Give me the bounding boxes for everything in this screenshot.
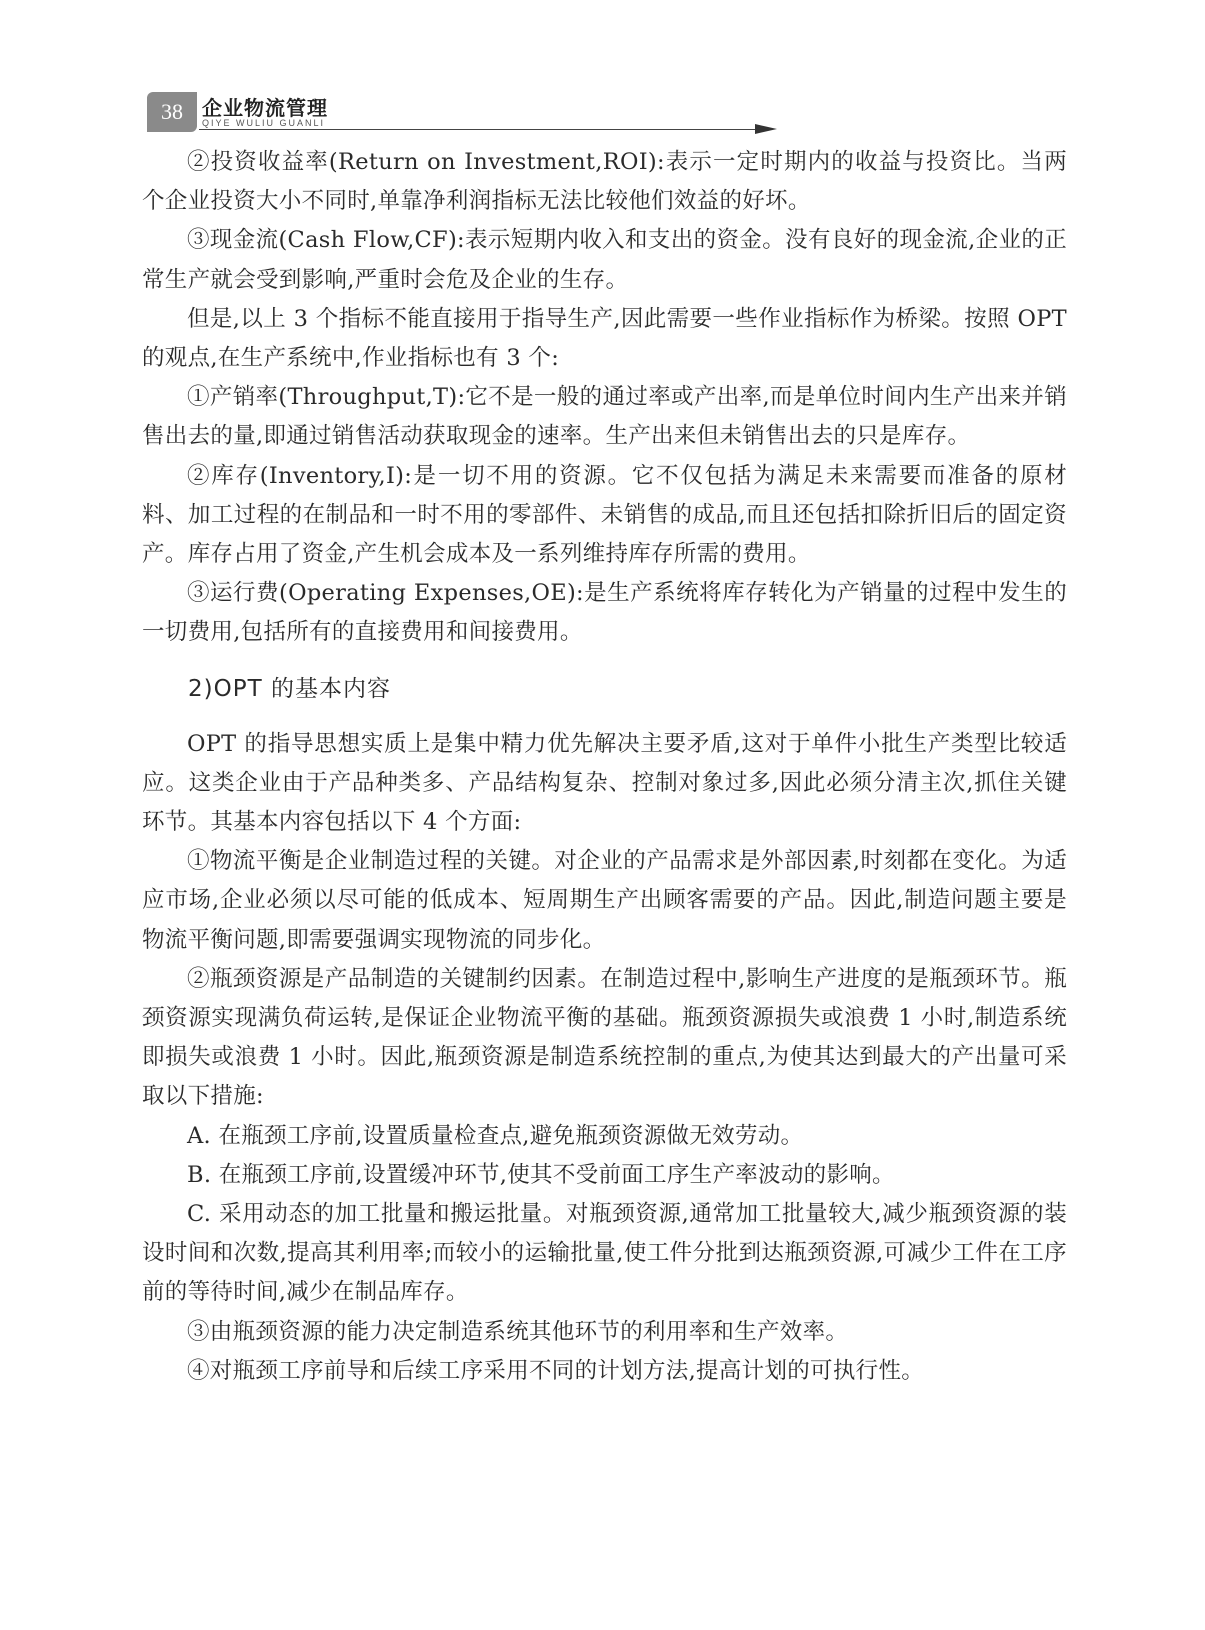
list-item: A. 在瓶颈工序前,设置质量检查点,避免瓶颈资源做无效劳动。 — [187, 1122, 804, 1149]
paragraph: ④对瓶颈工序前导和后续工序采用不同的计划方法,提高计划的可执行性。 — [187, 1357, 925, 1384]
page-header — [147, 88, 647, 136]
paragraph: ②瓶颈资源是产品制造的关键制约因素。在制造过程中,影响生产进度的是瓶颈环节。瓶颈资源实现满负荷运转,是保证企业物流平衡的基础。瓶颈资源损失或浪费 1 小时,制造系统即损失或浪费 1 小时。因此,瓶颈资源是制造系统控制的重点,为使其达到最大的产出量可采取以下措施: — [142, 965, 1067, 1110]
paragraph: ②投资收益率(Return on Investment,ROI):表示一定时期内的收益与投资比。当两个企业投资大小不同时,单靠净利润指标无法比较他们效益的好坏。 — [142, 149, 1067, 215]
paragraph: ②库存(Inventory,I):是一切不用的资源。它不仅包括为满足未来需要而准备的原材料、加工过程的在制品和一时不用的零部件、未销售的成品,而且还包括扣除折旧后的固定资产。库存占用了资金,产生机会成本及一系列维持库存所需的费用。 — [142, 462, 1067, 568]
header-arrow-icon — [755, 124, 777, 134]
paragraph: 但是,以上 3 个指标不能直接用于指导生产,因此需要一些作业指标作为桥梁。按照 OPT 的观点,在生产系统中,作业指标也有 3 个: — [142, 305, 1067, 372]
page-body — [142, 143, 1067, 1391]
paragraph: ③由瓶颈资源的能力决定制造系统其他环节的利用率和生产效率。 — [187, 1318, 849, 1345]
list-item: B. 在瓶颈工序前,设置缓冲环节,使其不受前面工序生产率波动的影响。 — [187, 1161, 895, 1188]
list-item: C. 采用动态的加工批量和搬运批量。对瓶颈资源,通常加工批量较大,减少瓶颈资源的装设时间和次数,提高其利用率;而较小的运输批量,使工件分批到达瓶颈资源,可减少工件在工序前的等待时间,减少在制品库存。 — [142, 1201, 1067, 1306]
header-rule — [199, 129, 759, 130]
book-title: 企业物流管理 — [202, 96, 328, 120]
paragraph: OPT 的指导思想实质上是集中精力优先解决主要矛盾,这对于单件小批生产类型比较适应。这类企业由于产品种类多、产品结构复杂、控制对象过多,因此必须分清主次,抓住关键环节。其基本内容包括以下 4 个方面: — [142, 730, 1067, 836]
page-number: 38 — [147, 92, 197, 132]
paragraph: ①产销率(Throughput,T):它不是一般的通过率或产出率,而是单位时间内生产出来并销售出去的量,即通过销售活动获取现金的速率。生产出来但未销售出去的只是库存。 — [142, 384, 1067, 450]
section-heading: 2)OPT 的基本内容 — [188, 675, 391, 702]
paragraph: ①物流平衡是企业制造过程的关键。对企业的产品需求是外部因素,时刻都在变化。为适应市场,企业必须以尽可能的低成本、短周期生产出顾客需要的产品。因此,制造问题主要是物流平衡问题,即需要强调实现物流的同步化。 — [142, 848, 1067, 953]
book-subtitle: QIYE WULIU GUANLI — [202, 118, 326, 128]
paragraph: ③现金流(Cash Flow,CF):表示短期内收入和支出的资金。没有良好的现金流,企业的正常生产就会受到影响,严重时会危及企业的生存。 — [142, 227, 1067, 293]
paragraph: ③运行费(Operating Expenses,OE):是生产系统将库存转化为产销量的过程中发生的一切费用,包括所有的直接费用和间接费用。 — [142, 580, 1067, 646]
